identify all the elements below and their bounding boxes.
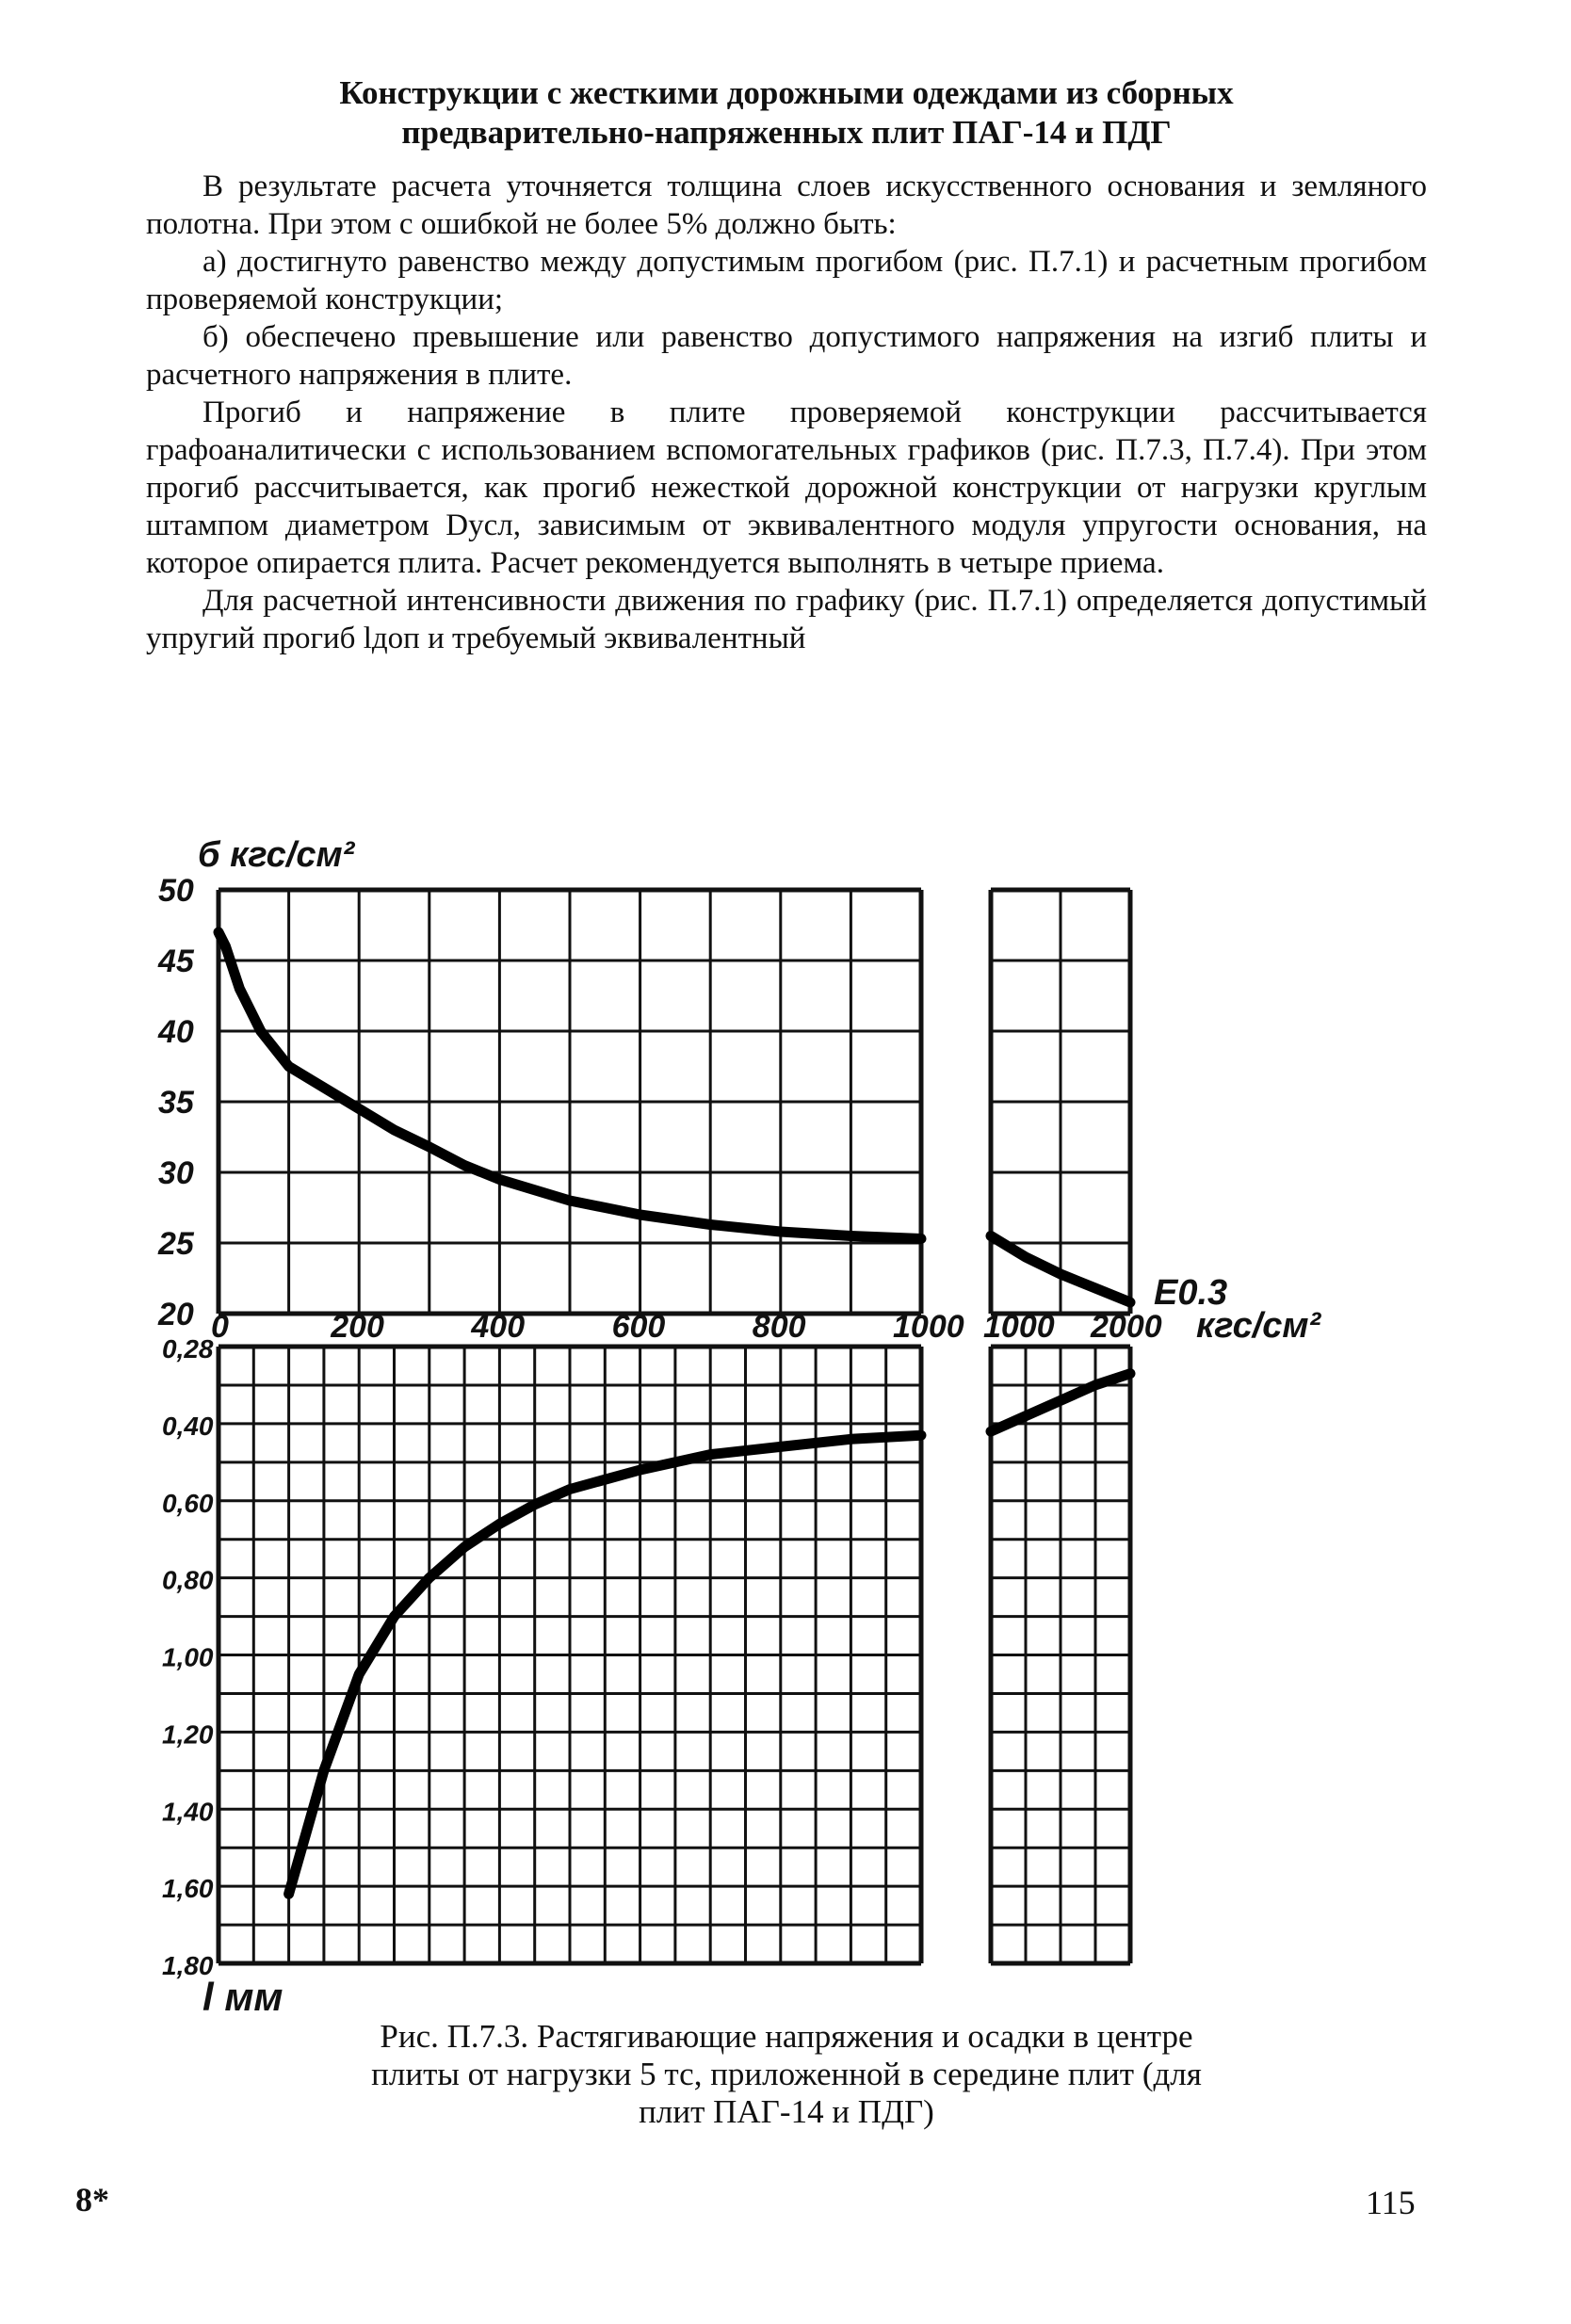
paragraph-3: б) обеспечено превышение или равенство допустимого напряжения на изгиб плиты и расчетного напряжения в плите. — [146, 320, 1427, 392]
modulus-unit-label: кгс/см² — [1196, 1306, 1321, 1346]
page-number: 115 — [1366, 2184, 1416, 2221]
x-tick-label: 1000 — [893, 1309, 964, 1345]
stress-y-tick-label: 50 — [158, 873, 194, 909]
deflection-y-tick-label: 0,80 — [162, 1565, 214, 1595]
stress-y-tick-label: 35 — [158, 1085, 194, 1121]
stress-y-tick-label: 40 — [158, 1014, 194, 1050]
deflection-y-tick-label: 0,28 — [162, 1334, 214, 1364]
x-tick-label: 800 — [752, 1309, 806, 1345]
x-tick-label: 600 — [611, 1309, 666, 1345]
deflection-y-tick-label: 1,80 — [162, 1951, 214, 1980]
figure-caption — [170, 2018, 1403, 2131]
deflection-y-tick-label: 1,20 — [162, 1719, 214, 1750]
paragraph-1: В результате расчета уточняется толщина слоев искусственного основания и земляного полотна. При этом с ошибкой не более 5% должно быть: — [146, 169, 1427, 241]
deflection-axis-label: l мм — [202, 1975, 283, 2019]
paragraph-2: а) достигнуто равенство между допустимым прогибом (рис. П.7.1) и расчетным прогибом проверяемой конструкции; — [146, 245, 1427, 316]
x-tick-label: 0 — [211, 1309, 229, 1345]
x-tick-label-right: 2000 — [1091, 1309, 1162, 1345]
stress-y-tick-label: 45 — [158, 944, 194, 979]
deflection-y-tick-label: 1,60 — [162, 1874, 214, 1904]
paragraph-4: Прогиб и напряжение в плите проверяемой конструкции рассчитывается графоаналитически с использованием вспомогательных графиков (рис. П.7.3, П.7.4). При этом прогиб рассчитывается, как прогиб нежесткой дорожной конструкции от нагрузки круглым штампом диаметром Dусл, зависимым от эквивалентного модуля упругости основания, на которое опирается плита. Расчет рекомендуется выполнять в четыре приема. — [146, 395, 1427, 580]
x-tick-label: 200 — [331, 1309, 384, 1345]
deflection-y-tick-label: 1,40 — [162, 1797, 214, 1827]
caption-line-1: Рис. П.7.3. Растягивающие напряжения и осадки в центре — [380, 2018, 1193, 2055]
deflection-y-tick-label: 0,40 — [162, 1411, 214, 1441]
stress-y-tick-label: 25 — [158, 1226, 194, 1262]
stress-y-tick-label: 30 — [158, 1155, 194, 1191]
x-tick-label: 400 — [471, 1309, 526, 1345]
heading-line-2: предварительно-напряженных плит ПАГ-14 и ПДГ — [401, 114, 1172, 151]
modulus-axis-label: E0.3 — [1154, 1273, 1228, 1313]
x-tick-label-right: 1000 — [983, 1309, 1055, 1345]
footer-signature-mark: 8* — [75, 2181, 109, 2219]
stress-axis-label: б кгс/см² — [198, 835, 355, 875]
deflection-y-tick-label: 1,00 — [162, 1642, 214, 1672]
caption-line-2: плиты от нагрузки 5 тс, приложенной в середине плит (для — [371, 2056, 1202, 2092]
stress-y-tick-label: 20 — [158, 1297, 194, 1332]
paragraph-5: Для расчетной интенсивности движения по графику (рис. П.7.1) определяется допустимый упругий прогиб lдоп и требуемый эквивалентный — [146, 584, 1427, 655]
heading-line-1: Конструкции с жесткими дорожными одеждами из сборных — [339, 74, 1234, 111]
caption-line-3: плит ПАГ-14 и ПДГ) — [639, 2093, 934, 2130]
deflection-y-tick-label: 0,60 — [162, 1488, 214, 1518]
